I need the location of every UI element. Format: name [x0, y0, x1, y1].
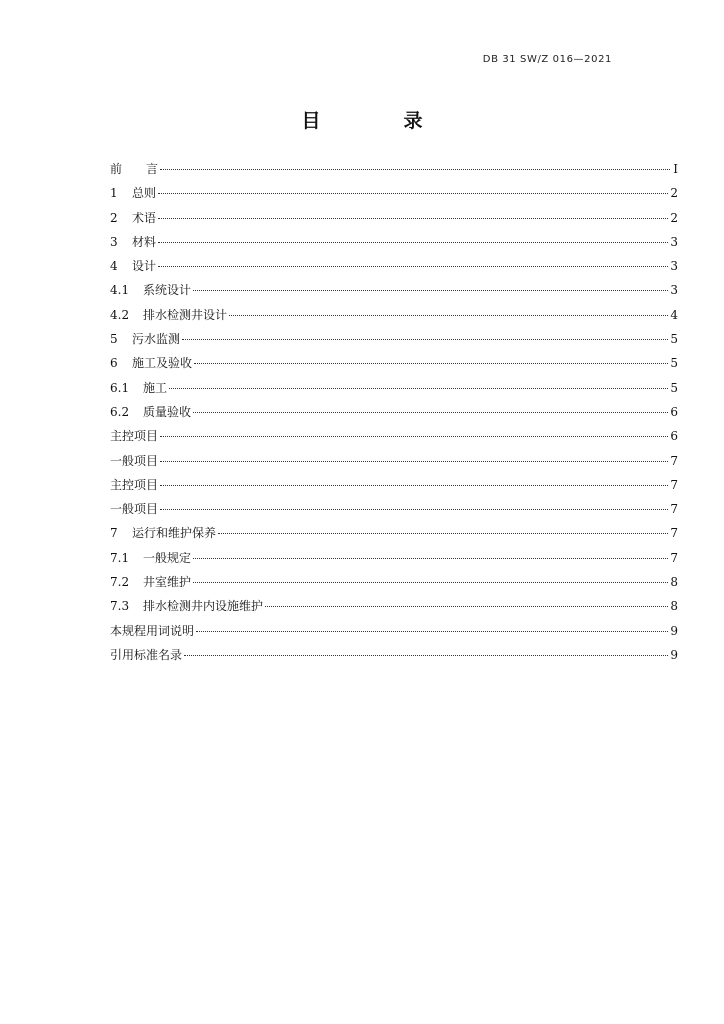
toc-entry-label: 术语 [132, 210, 157, 225]
toc-entry[interactable] [110, 573, 678, 597]
toc-entry-number: 7 [110, 526, 118, 541]
toc-entry-number: 4 [110, 259, 118, 274]
toc-entry-page: 7 [670, 477, 678, 492]
dot-leader [184, 655, 668, 656]
toc-entry-number: 4.2 [110, 307, 130, 322]
toc-entry-number: 7.3 [110, 599, 130, 614]
dot-leader [182, 339, 668, 340]
toc-entry-page: 5 [670, 332, 678, 347]
dot-leader [218, 533, 668, 534]
toc-entry[interactable] [110, 646, 678, 670]
dot-leader [160, 485, 668, 486]
toc-entry[interactable] [110, 452, 678, 476]
toc-entry[interactable] [110, 524, 678, 548]
toc-entry-page: 6 [670, 429, 678, 444]
toc-entry-label: 运行和维护保养 [132, 526, 217, 541]
toc-entry-number: 7.1 [110, 550, 130, 565]
toc-entry-label: 前 言 [110, 162, 159, 176]
toc-entry-number: 1 [110, 186, 118, 201]
toc-entry-label: 施工 [143, 380, 168, 395]
toc-entry-label: 排水检测井设计 [143, 307, 228, 322]
toc-entry-label: 设计 [132, 259, 157, 274]
toc-entry[interactable] [110, 379, 678, 403]
toc-entry-number: 3 [110, 234, 118, 249]
table-of-contents [110, 160, 678, 670]
toc-entry[interactable] [110, 354, 678, 378]
page-title: 目 录 [301, 110, 455, 132]
toc-entry-page: 2 [670, 186, 678, 201]
toc-entry[interactable] [110, 403, 678, 427]
toc-entry-page: 5 [670, 380, 678, 395]
dot-leader [160, 169, 670, 170]
toc-entry-label: 一般规定 [143, 550, 192, 565]
toc-entry-label: 一般项目 [110, 453, 159, 468]
toc-entry-page: 3 [670, 283, 678, 298]
toc-entry-page: 9 [670, 623, 678, 638]
toc-entry-page: I [673, 162, 678, 176]
toc-entry-page: 2 [670, 210, 678, 225]
toc-entry-page: 4 [670, 307, 678, 322]
toc-entry[interactable] [110, 306, 678, 330]
toc-entry-label: 一般项目 [110, 502, 159, 517]
toc-entry-number: 6.1 [110, 380, 130, 395]
dot-leader [160, 509, 668, 510]
dot-leader [158, 266, 668, 267]
toc-entry-label: 施工及验收 [132, 356, 193, 371]
toc-entry-number: 4.1 [110, 283, 130, 298]
toc-entry-page: 9 [670, 647, 678, 662]
toc-entry-page: 7 [670, 526, 678, 541]
toc-entry-page: 8 [670, 599, 678, 614]
toc-entry[interactable] [110, 622, 678, 646]
toc-entry-label: 系统设计 [143, 283, 192, 298]
dot-leader [193, 412, 668, 413]
toc-entry-label: 总则 [132, 186, 157, 201]
toc-entry-label: 主控项目 [110, 429, 159, 444]
toc-entry[interactable] [110, 281, 678, 305]
toc-entry[interactable] [110, 330, 678, 354]
dot-leader [158, 218, 668, 219]
dot-leader [196, 631, 668, 632]
toc-entry-label: 材料 [132, 234, 157, 249]
toc-entry[interactable] [110, 209, 678, 233]
dot-leader [193, 290, 668, 291]
toc-entry-page: 7 [670, 453, 678, 468]
dot-leader [160, 461, 668, 462]
toc-entry-page: 6 [670, 404, 678, 419]
toc-entry-number: 2 [110, 210, 118, 225]
toc-entry-page: 3 [670, 259, 678, 274]
toc-entry-number: 7.2 [110, 575, 130, 590]
toc-entry-page: 8 [670, 575, 678, 590]
toc-entry[interactable] [110, 427, 678, 451]
toc-entry[interactable] [110, 549, 678, 573]
toc-entry-page: 7 [670, 550, 678, 565]
toc-entry-label: 井室维护 [143, 575, 192, 590]
toc-entry-label: 污水监测 [132, 332, 181, 347]
toc-entry-page: 3 [670, 234, 678, 249]
dot-leader [194, 363, 668, 364]
dot-leader [265, 606, 668, 607]
dot-leader [229, 315, 668, 316]
toc-entry-number: 6 [110, 356, 118, 371]
toc-entry-number: 6.2 [110, 404, 130, 419]
dot-leader [193, 582, 668, 583]
dot-leader [169, 388, 668, 389]
dot-leader [158, 193, 668, 194]
toc-entry[interactable] [110, 257, 678, 281]
toc-entry-label: 本规程用词说明 [110, 623, 195, 638]
toc-entry[interactable] [110, 476, 678, 500]
dot-leader [193, 558, 668, 559]
toc-entry[interactable] [110, 233, 678, 257]
dot-leader [160, 436, 668, 437]
toc-entry-label: 质量验收 [143, 404, 192, 419]
toc-entry-label: 主控项目 [110, 477, 159, 492]
toc-entry-page: 5 [670, 356, 678, 371]
toc-entry[interactable] [110, 597, 678, 621]
toc-entry-label: 排水检测井内设施维护 [143, 599, 264, 614]
toc-entry[interactable] [110, 184, 678, 208]
toc-entry-label: 引用标准名录 [110, 647, 183, 662]
toc-entry-page: 7 [670, 502, 678, 517]
dot-leader [158, 242, 668, 243]
document-code: DB 31 SW/Z 016—2021 [482, 54, 612, 65]
toc-entry-number: 5 [110, 332, 118, 347]
toc-entry[interactable] [110, 160, 678, 184]
toc-entry[interactable] [110, 500, 678, 524]
